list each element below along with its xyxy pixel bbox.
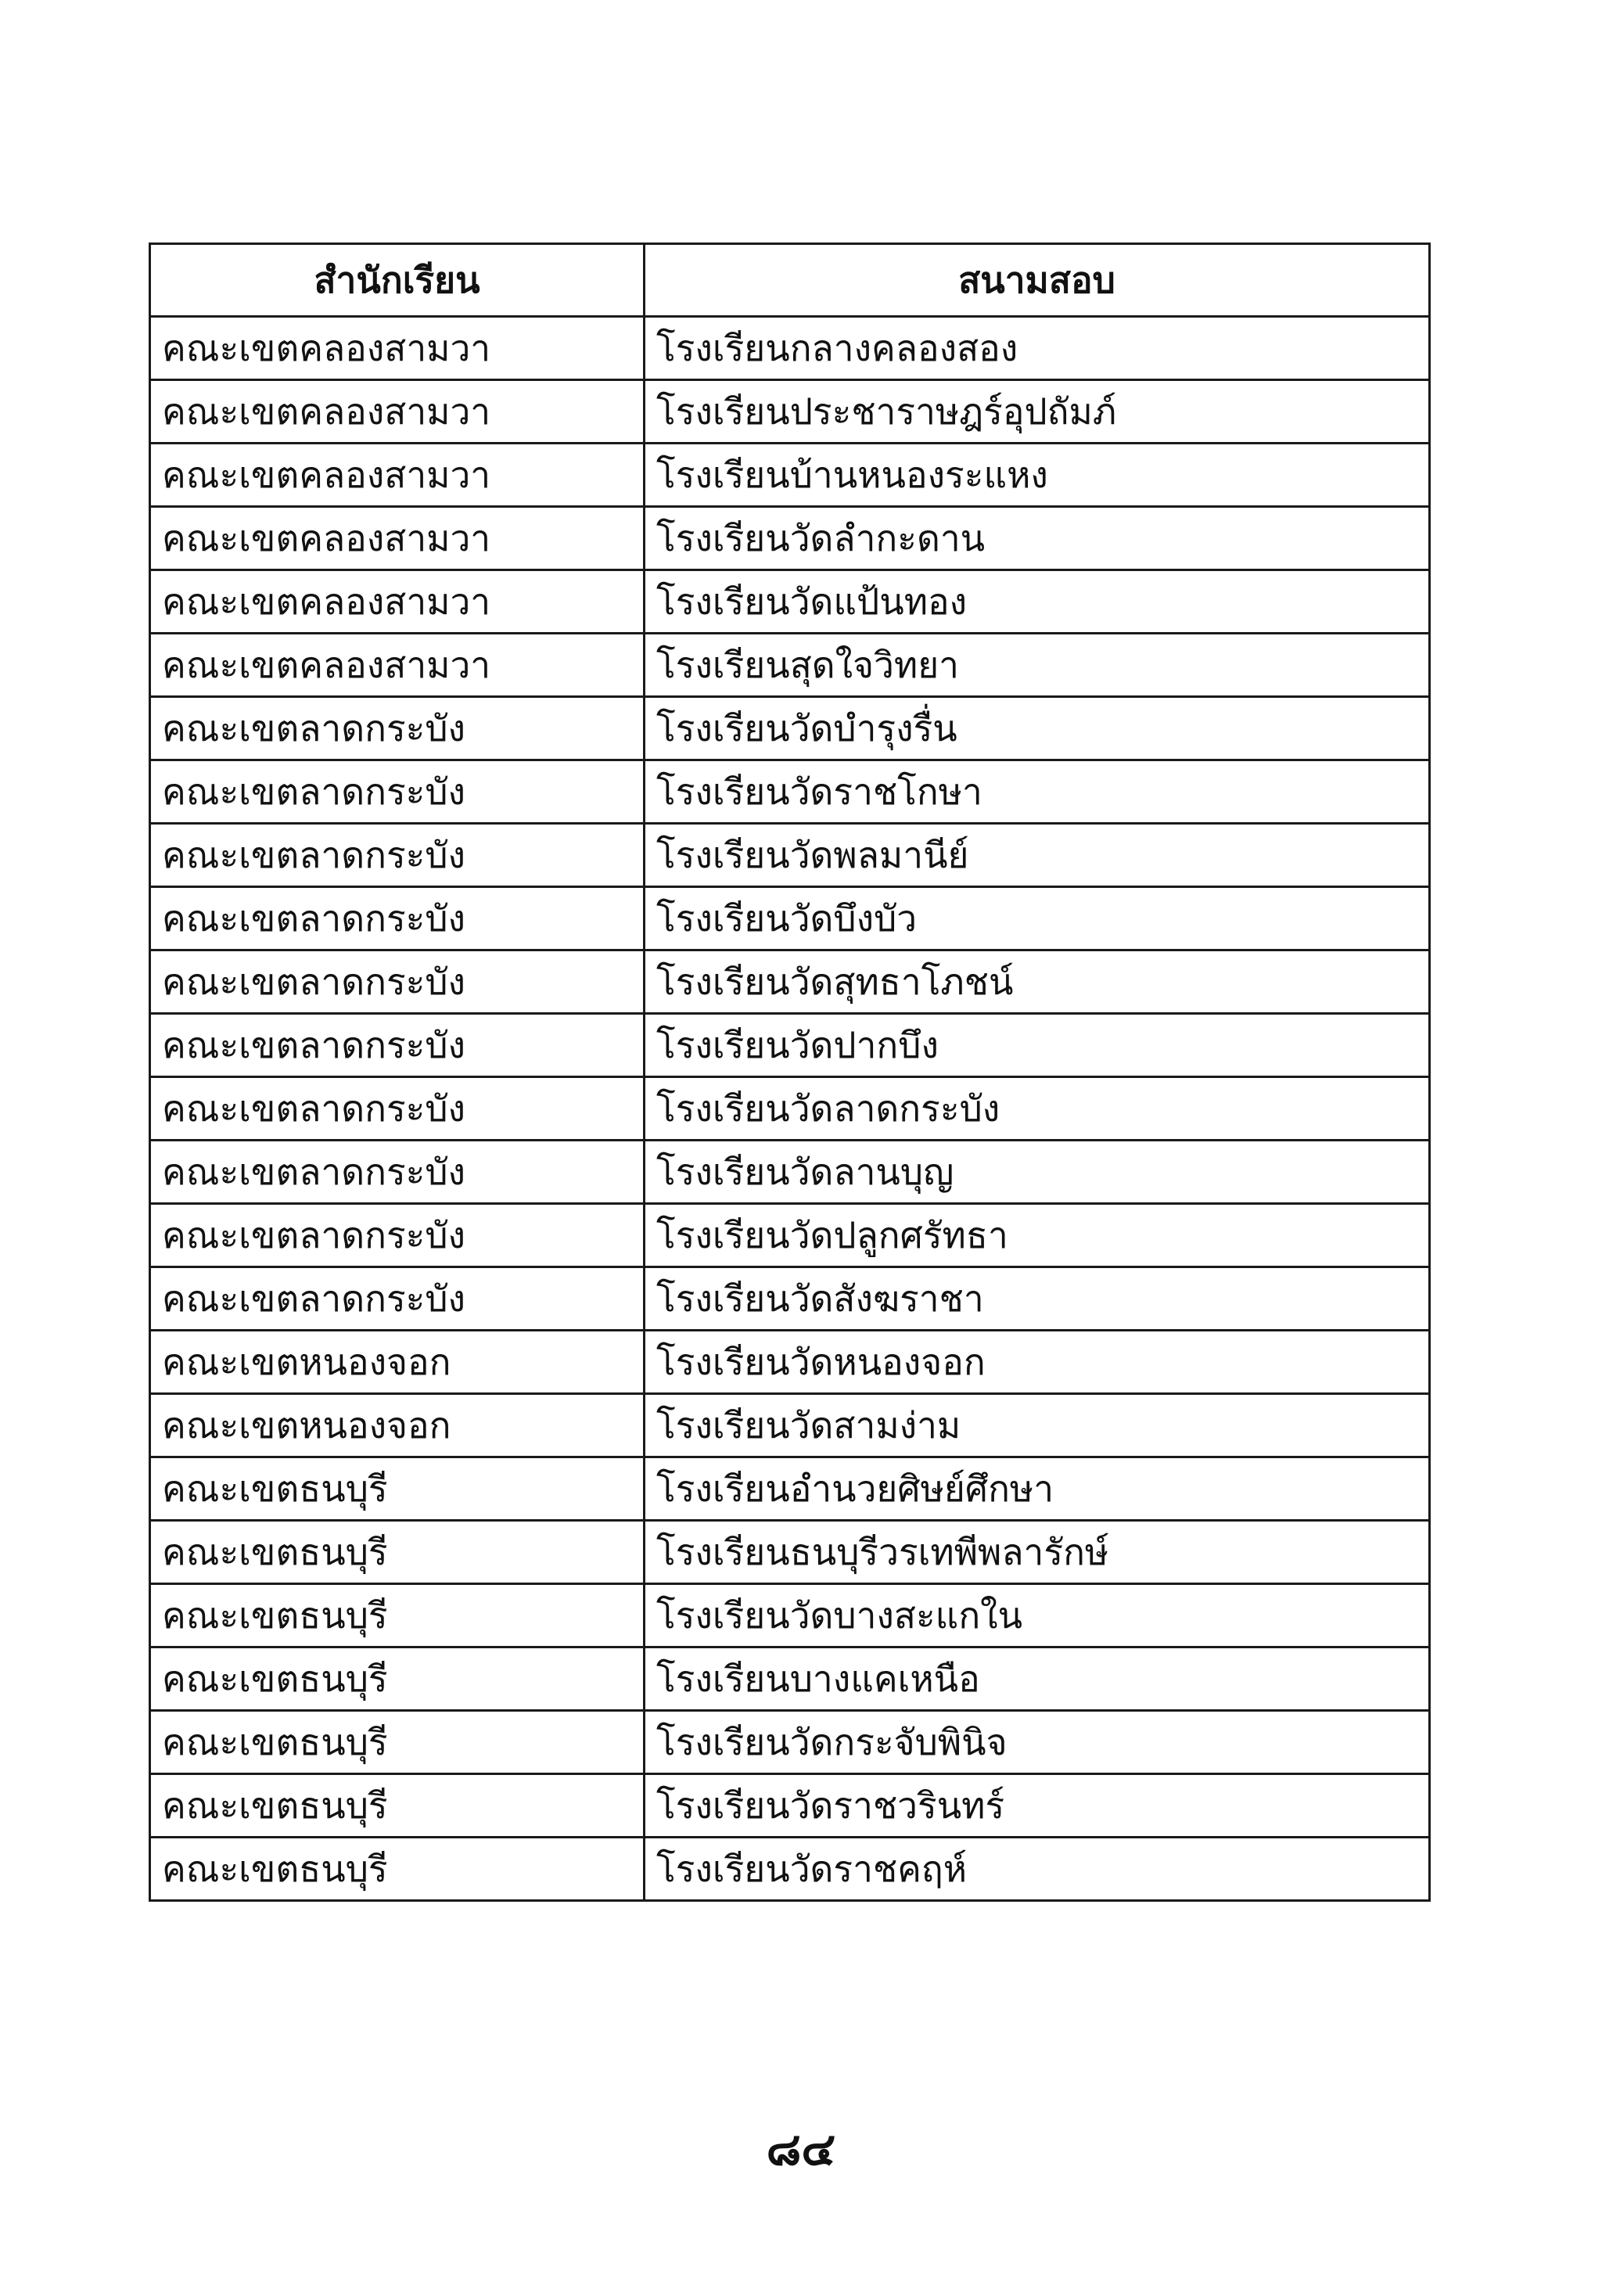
table-row xyxy=(150,1077,1430,1141)
cell-venue: โรงเรียนวัดกระจับพินิจ xyxy=(645,1711,1430,1774)
cell-venue: โรงเรียนบ้านหนองระแหง xyxy=(645,444,1430,507)
table-row xyxy=(150,1331,1430,1394)
cell-school: คณะเขตธนบุรี xyxy=(150,1711,645,1774)
cell-venue: โรงเรียนวัดสามง่าม xyxy=(645,1394,1430,1457)
cell-venue: โรงเรียนวัดบำรุงรื่น xyxy=(645,697,1430,760)
cell-school: คณะเขตคลองสามวา xyxy=(150,507,645,570)
cell-venue: โรงเรียนวัดราชวรินทร์ xyxy=(645,1774,1430,1838)
table-row xyxy=(150,1457,1430,1521)
cell-venue: โรงเรียนกลางคลองสอง xyxy=(645,317,1430,380)
table-body xyxy=(150,317,1430,1901)
cell-school: คณะเขตลาดกระบัง xyxy=(150,1014,645,1077)
table-row xyxy=(150,1204,1430,1267)
table-row xyxy=(150,444,1430,507)
cell-venue: โรงเรียนวัดลานบุญ xyxy=(645,1141,1430,1204)
table-row xyxy=(150,950,1430,1014)
cell-venue: โรงเรียนวัดราชคฤห์ xyxy=(645,1838,1430,1901)
cell-venue: โรงเรียนอำนวยศิษย์ศึกษา xyxy=(645,1457,1430,1521)
table-row xyxy=(150,317,1430,380)
table-row xyxy=(150,1141,1430,1204)
cell-school: คณะเขตคลองสามวา xyxy=(150,444,645,507)
cell-school: คณะเขตคลองสามวา xyxy=(150,317,645,380)
table-row xyxy=(150,1014,1430,1077)
column-header-school: สำนักเรียน xyxy=(150,244,645,317)
cell-school: คณะเขตคลองสามวา xyxy=(150,570,645,634)
cell-school: คณะเขตคลองสามวา xyxy=(150,634,645,697)
cell-venue: โรงเรียนวัดราชโกษา xyxy=(645,760,1430,824)
table-row xyxy=(150,634,1430,697)
cell-school: คณะเขตธนบุรี xyxy=(150,1838,645,1901)
cell-venue: โรงเรียนวัดบึงบัว xyxy=(645,887,1430,950)
exam-venue-table xyxy=(149,243,1431,1902)
cell-venue: โรงเรียนวัดปลูกศรัทธา xyxy=(645,1204,1430,1267)
cell-venue: โรงเรียนวัดหนองจอก xyxy=(645,1331,1430,1394)
table-row xyxy=(150,824,1430,887)
cell-school: คณะเขตลาดกระบัง xyxy=(150,1141,645,1204)
table-row xyxy=(150,1774,1430,1838)
cell-school: คณะเขตลาดกระบัง xyxy=(150,950,645,1014)
cell-venue: โรงเรียนวัดลำกะดาน xyxy=(645,507,1430,570)
table-row xyxy=(150,570,1430,634)
cell-venue: โรงเรียนบางแคเหนือ xyxy=(645,1647,1430,1711)
table-row xyxy=(150,507,1430,570)
table-row xyxy=(150,1711,1430,1774)
table-row xyxy=(150,1521,1430,1584)
table-row xyxy=(150,760,1430,824)
cell-school: คณะเขตลาดกระบัง xyxy=(150,697,645,760)
table-row xyxy=(150,1647,1430,1711)
table-row xyxy=(150,1267,1430,1331)
table-row xyxy=(150,1394,1430,1457)
cell-venue: โรงเรียนวัดสุทธาโภชน์ xyxy=(645,950,1430,1014)
cell-school: คณะเขตหนองจอก xyxy=(150,1394,645,1457)
page-number: ๘๔ xyxy=(766,2122,836,2176)
cell-venue: โรงเรียนธนบุรีวรเทพีพลารักษ์ xyxy=(645,1521,1430,1584)
cell-venue: โรงเรียนวัดสังฆราชา xyxy=(645,1267,1430,1331)
cell-venue: โรงเรียนวัดบางสะแกใน xyxy=(645,1584,1430,1647)
cell-school: คณะเขตลาดกระบัง xyxy=(150,1267,645,1331)
table-row xyxy=(150,1584,1430,1647)
cell-school: คณะเขตลาดกระบัง xyxy=(150,887,645,950)
table-header-row xyxy=(150,244,1430,317)
table-row xyxy=(150,380,1430,444)
table-row xyxy=(150,1838,1430,1901)
cell-venue: โรงเรียนประชาราษฎร์อุปถัมภ์ xyxy=(645,380,1430,444)
cell-school: คณะเขตหนองจอก xyxy=(150,1331,645,1394)
column-header-venue: สนามสอบ xyxy=(645,244,1430,317)
cell-school: คณะเขตลาดกระบัง xyxy=(150,824,645,887)
cell-school: คณะเขตธนบุรี xyxy=(150,1584,645,1647)
table-row xyxy=(150,887,1430,950)
cell-school: คณะเขตธนบุรี xyxy=(150,1647,645,1711)
cell-school: คณะเขตธนบุรี xyxy=(150,1521,645,1584)
cell-school: คณะเขตธนบุรี xyxy=(150,1457,645,1521)
cell-school: คณะเขตลาดกระบัง xyxy=(150,760,645,824)
cell-school: คณะเขตคลองสามวา xyxy=(150,380,645,444)
cell-venue: โรงเรียนสุดใจวิทยา xyxy=(645,634,1430,697)
cell-venue: โรงเรียนวัดแป้นทอง xyxy=(645,570,1430,634)
cell-school: คณะเขตลาดกระบัง xyxy=(150,1077,645,1141)
cell-venue: โรงเรียนวัดปากบึง xyxy=(645,1014,1430,1077)
table-row xyxy=(150,697,1430,760)
cell-venue: โรงเรียนวัดลาดกระบัง xyxy=(645,1077,1430,1141)
cell-venue: โรงเรียนวัดพลมานีย์ xyxy=(645,824,1430,887)
cell-school: คณะเขตธนบุรี xyxy=(150,1774,645,1838)
cell-school: คณะเขตลาดกระบัง xyxy=(150,1204,645,1267)
